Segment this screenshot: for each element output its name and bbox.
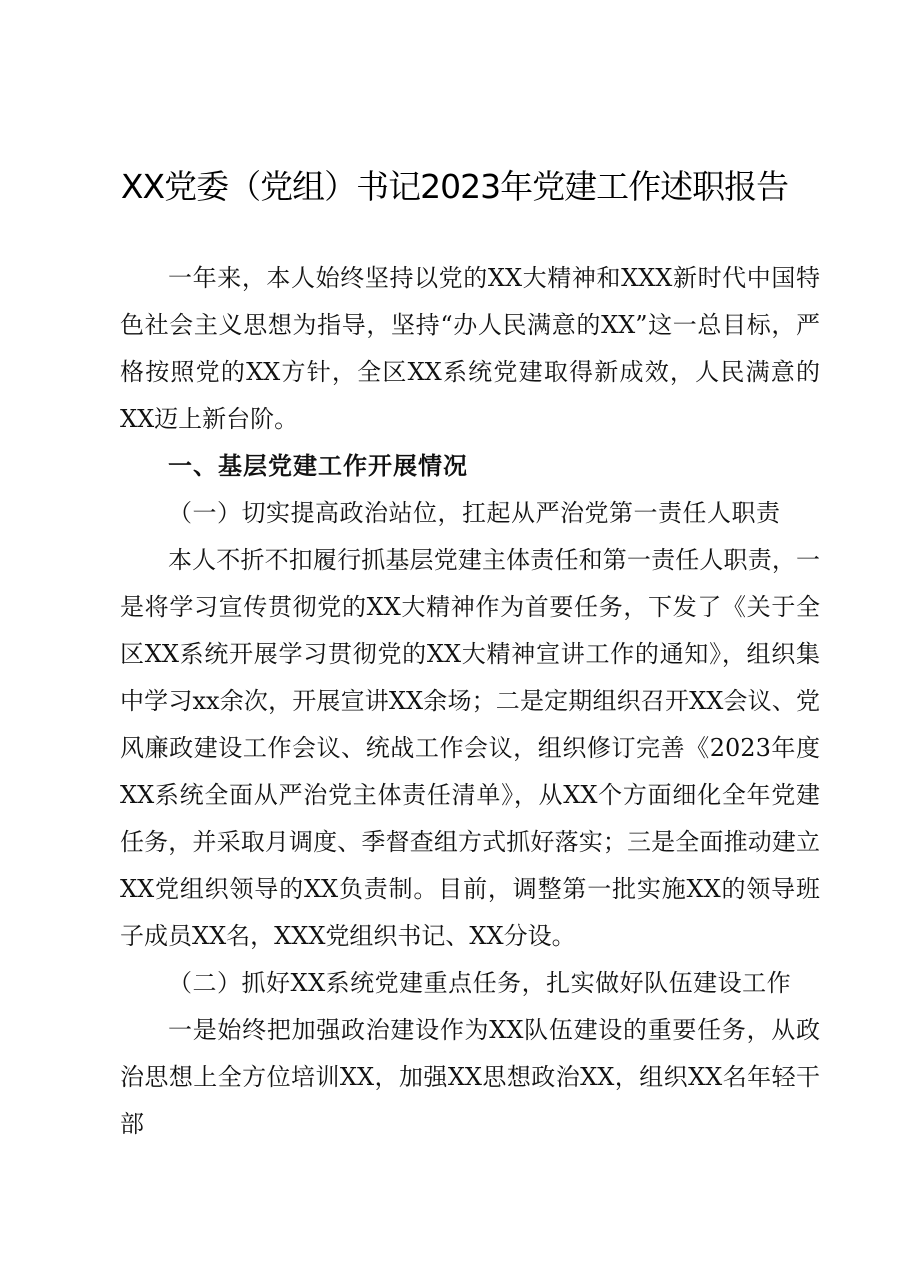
section-heading-1: 一、基层党建工作开展情况 [168, 452, 468, 480]
body-paragraph-2: 一是始终把加强政治建设作为XX队伍建设的重要任务，从政治思想上全方位培训XX，加强XX思想政治XX，组织XX名年轻干部 [120, 1016, 820, 1138]
document-title: XX党委（党组）书记2023年党建工作述职报告 [120, 167, 789, 206]
subsection-heading-2: （二）抓好XX系统党建重点任务，扎实做好队伍建设工作 [168, 969, 792, 997]
body-paragraph-1: 本人不折不扣履行抓基层党建主体责任和第一责任人职责，一是将学习宣传贯彻党的XX大精神作为首要任务，下发了《关于全区XX系统开展学习贯彻党的XX大精神宣讲工作的通知》，组织集中学习xx余次，开展宣讲XX余场；二是定期组织召开XX会议、党风廉政建设工作会议、统战工作会议，组织修订完善《2023年度XX系统全面从严治党主体责任清单》，从XX个方面细化全年党建任务，并采取月调度、季督查组方式抓好落实；三是全面推动建立XX党组织领导的XX负责制。目前，调整第一批实施XX的领导班子成员XX名，XXX党组织书记、XX分设。 [120, 546, 820, 950]
subsection-heading-1: （一）切实提高政治站位，扛起从严治党第一责任人职责 [168, 499, 781, 527]
document-body [120, 255, 820, 1148]
intro-paragraph: 一年来，本人始终坚持以党的XX大精神和XXX新时代中国特色社会主义思想为指导，坚持“办人民满意的XX”这一总目标，严格按照党的XX方针，全区XX系统党建取得新成效，人民满意的XX迈上新台阶。 [120, 264, 820, 433]
